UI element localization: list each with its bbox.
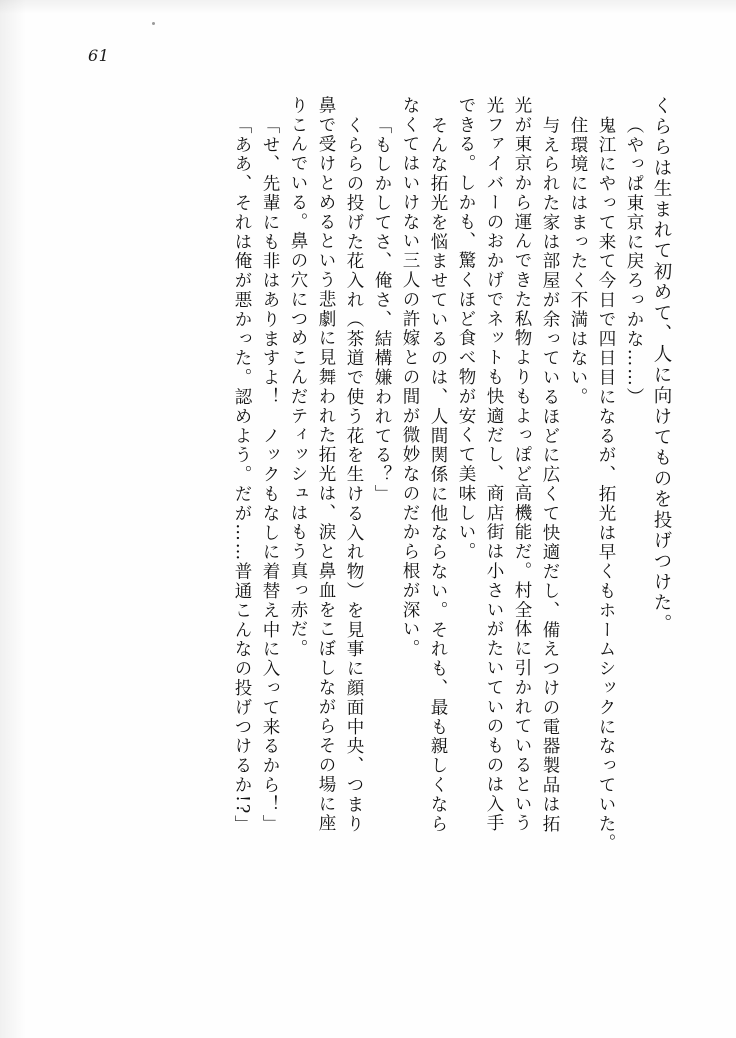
text-column: （やっぱ東京に戻ろっかな……） [624,116,644,407]
page-number: 61 [88,46,110,65]
text-column: できる。しかも、驚くほど食べ物が安くて美味しい。 [456,96,476,562]
text-column: 光が東京から運んできた私物よりもよっぽど高機能だ。村全体に引かれているという [512,96,532,834]
scan-speck [152,22,155,25]
text-column: 「もしかしてさ、俺さ、結構嫌われてる？」 [372,116,392,504]
text-column: くららは生まれて初めて、人に向けてものを投げつけた。 [651,96,672,635]
text-column: 鬼江にやって来て今日で四日目になるが、拓光は早くもホームシックになっていた。 [596,116,616,854]
scan-edge-shading-top [0,0,736,14]
scan-edge-shading-left [0,0,26,1038]
text-column: 光ファイバーのおかげでネットも快適だし、商店街は小さいがたいていのものは入手 [484,96,504,834]
text-column: 与えられた家は部屋が余っているほどに広くて快適だし、備えつけの電器製品は拓 [540,116,560,834]
text-column: 「ああ、それは俺が悪かった。認めよう。だが……普通こんなの投げつけるか!?」 [232,116,252,835]
text-column: くららの投げた花入れ（茶道で使う花を生ける入れ物）を見事に顔面中央、つまり [344,116,364,834]
text-column: そんな拓光を悩ませているのは、人間関係に他ならない。それも、最も親しくなら [428,116,448,834]
vertical-text-body [100,96,670,976]
text-column: 住環境にはまったく不満はない。 [568,116,588,407]
text-column: なくてはいけない三人の許嫁との間が微妙なのだから根が深い。 [400,96,420,659]
text-column: 「せ、先輩にも非はありますよ！ ノックもなしに着替え中に入って来るから！」 [260,116,280,834]
text-column: 鼻で受けとめるという悲劇に見舞われた拓光は、涙と鼻血をこぼしながらその場に座 [316,96,336,834]
text-column: りこんでいる。鼻の穴につめこんだティッシュはもう真っ赤だ。 [288,96,308,659]
